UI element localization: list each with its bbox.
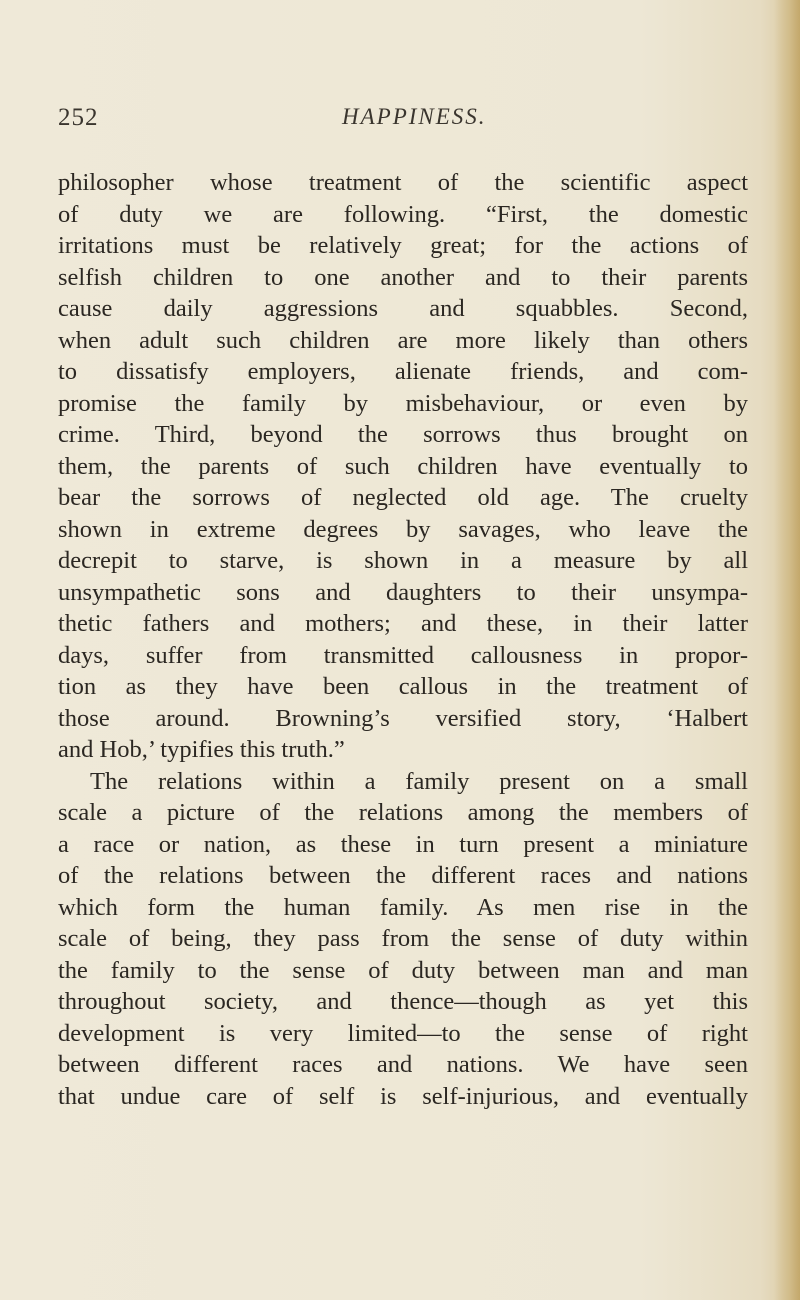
text-line: throughout society, and thence—though as yet this bbox=[58, 988, 748, 1015]
text-line: of the relations between the different races and nations bbox=[58, 862, 748, 889]
text-line: irritations must be relatively great; for the actions of bbox=[58, 232, 748, 259]
text-line: to dissatisfy employers, alienate friends, and com- bbox=[58, 358, 748, 385]
paragraph-end-line: and Hob,’ typifies this truth.” bbox=[58, 736, 345, 763]
text-line: that undue care of self is self-injurious, and eventually bbox=[58, 1082, 748, 1110]
text-line: scale of being, they pass from the sense of duty within bbox=[58, 925, 748, 952]
text-line: unsympathetic sons and daughters to their unsympa- bbox=[58, 578, 748, 606]
text-line: thetic fathers and mothers; and these, in their latter bbox=[58, 610, 748, 637]
text-line: them, the parents of such children have eventually to bbox=[58, 452, 748, 480]
running-head bbox=[52, 104, 752, 140]
page-edge-stain bbox=[774, 0, 800, 1300]
text-line: a race or nation, as these in turn present a miniature bbox=[58, 830, 748, 858]
text-line: the family to the sense of duty between man and man bbox=[58, 956, 748, 984]
text-line: those around. Browning’s versified story, ‘Halbert bbox=[58, 704, 748, 732]
text-line: promise the family by misbehaviour, or even by bbox=[58, 389, 748, 417]
text-line: tion as they have been callous in the treatment of bbox=[58, 673, 748, 700]
page-number: 252 bbox=[58, 104, 99, 131]
text-line: development is very limited—to the sense of right bbox=[58, 1019, 748, 1047]
text-line: decrepit to starve, is shown in a measure by all bbox=[58, 547, 748, 574]
paragraph-start-line: The relations within a family present on a small bbox=[90, 767, 748, 795]
text-line: shown in extreme degrees by savages, who leave the bbox=[58, 515, 748, 543]
text-line: when adult such children are more likely than others bbox=[58, 326, 748, 354]
text-line: selfish children to one another and to their parents bbox=[58, 263, 748, 291]
text-line: crime. Third, beyond the sorrows thus brought on bbox=[58, 421, 748, 448]
text-line: between different races and nations. We have seen bbox=[58, 1051, 748, 1078]
text-line: bear the sorrows of neglected old age. The cruelty bbox=[58, 484, 748, 511]
body-text bbox=[58, 167, 748, 1112]
text-line: which form the human family. As men rise in the bbox=[58, 893, 748, 921]
running-title: HAPPINESS. bbox=[342, 104, 487, 129]
text-line: scale a picture of the relations among the members of bbox=[58, 799, 748, 826]
text-line: cause daily aggressions and squabbles. Second, bbox=[58, 295, 748, 322]
text-line: of duty we are following. “First, the domestic bbox=[58, 200, 748, 228]
text-line: days, suffer from transmitted callousness in propor- bbox=[58, 641, 748, 669]
text-line: philosopher whose treatment of the scientific aspect bbox=[58, 169, 748, 196]
